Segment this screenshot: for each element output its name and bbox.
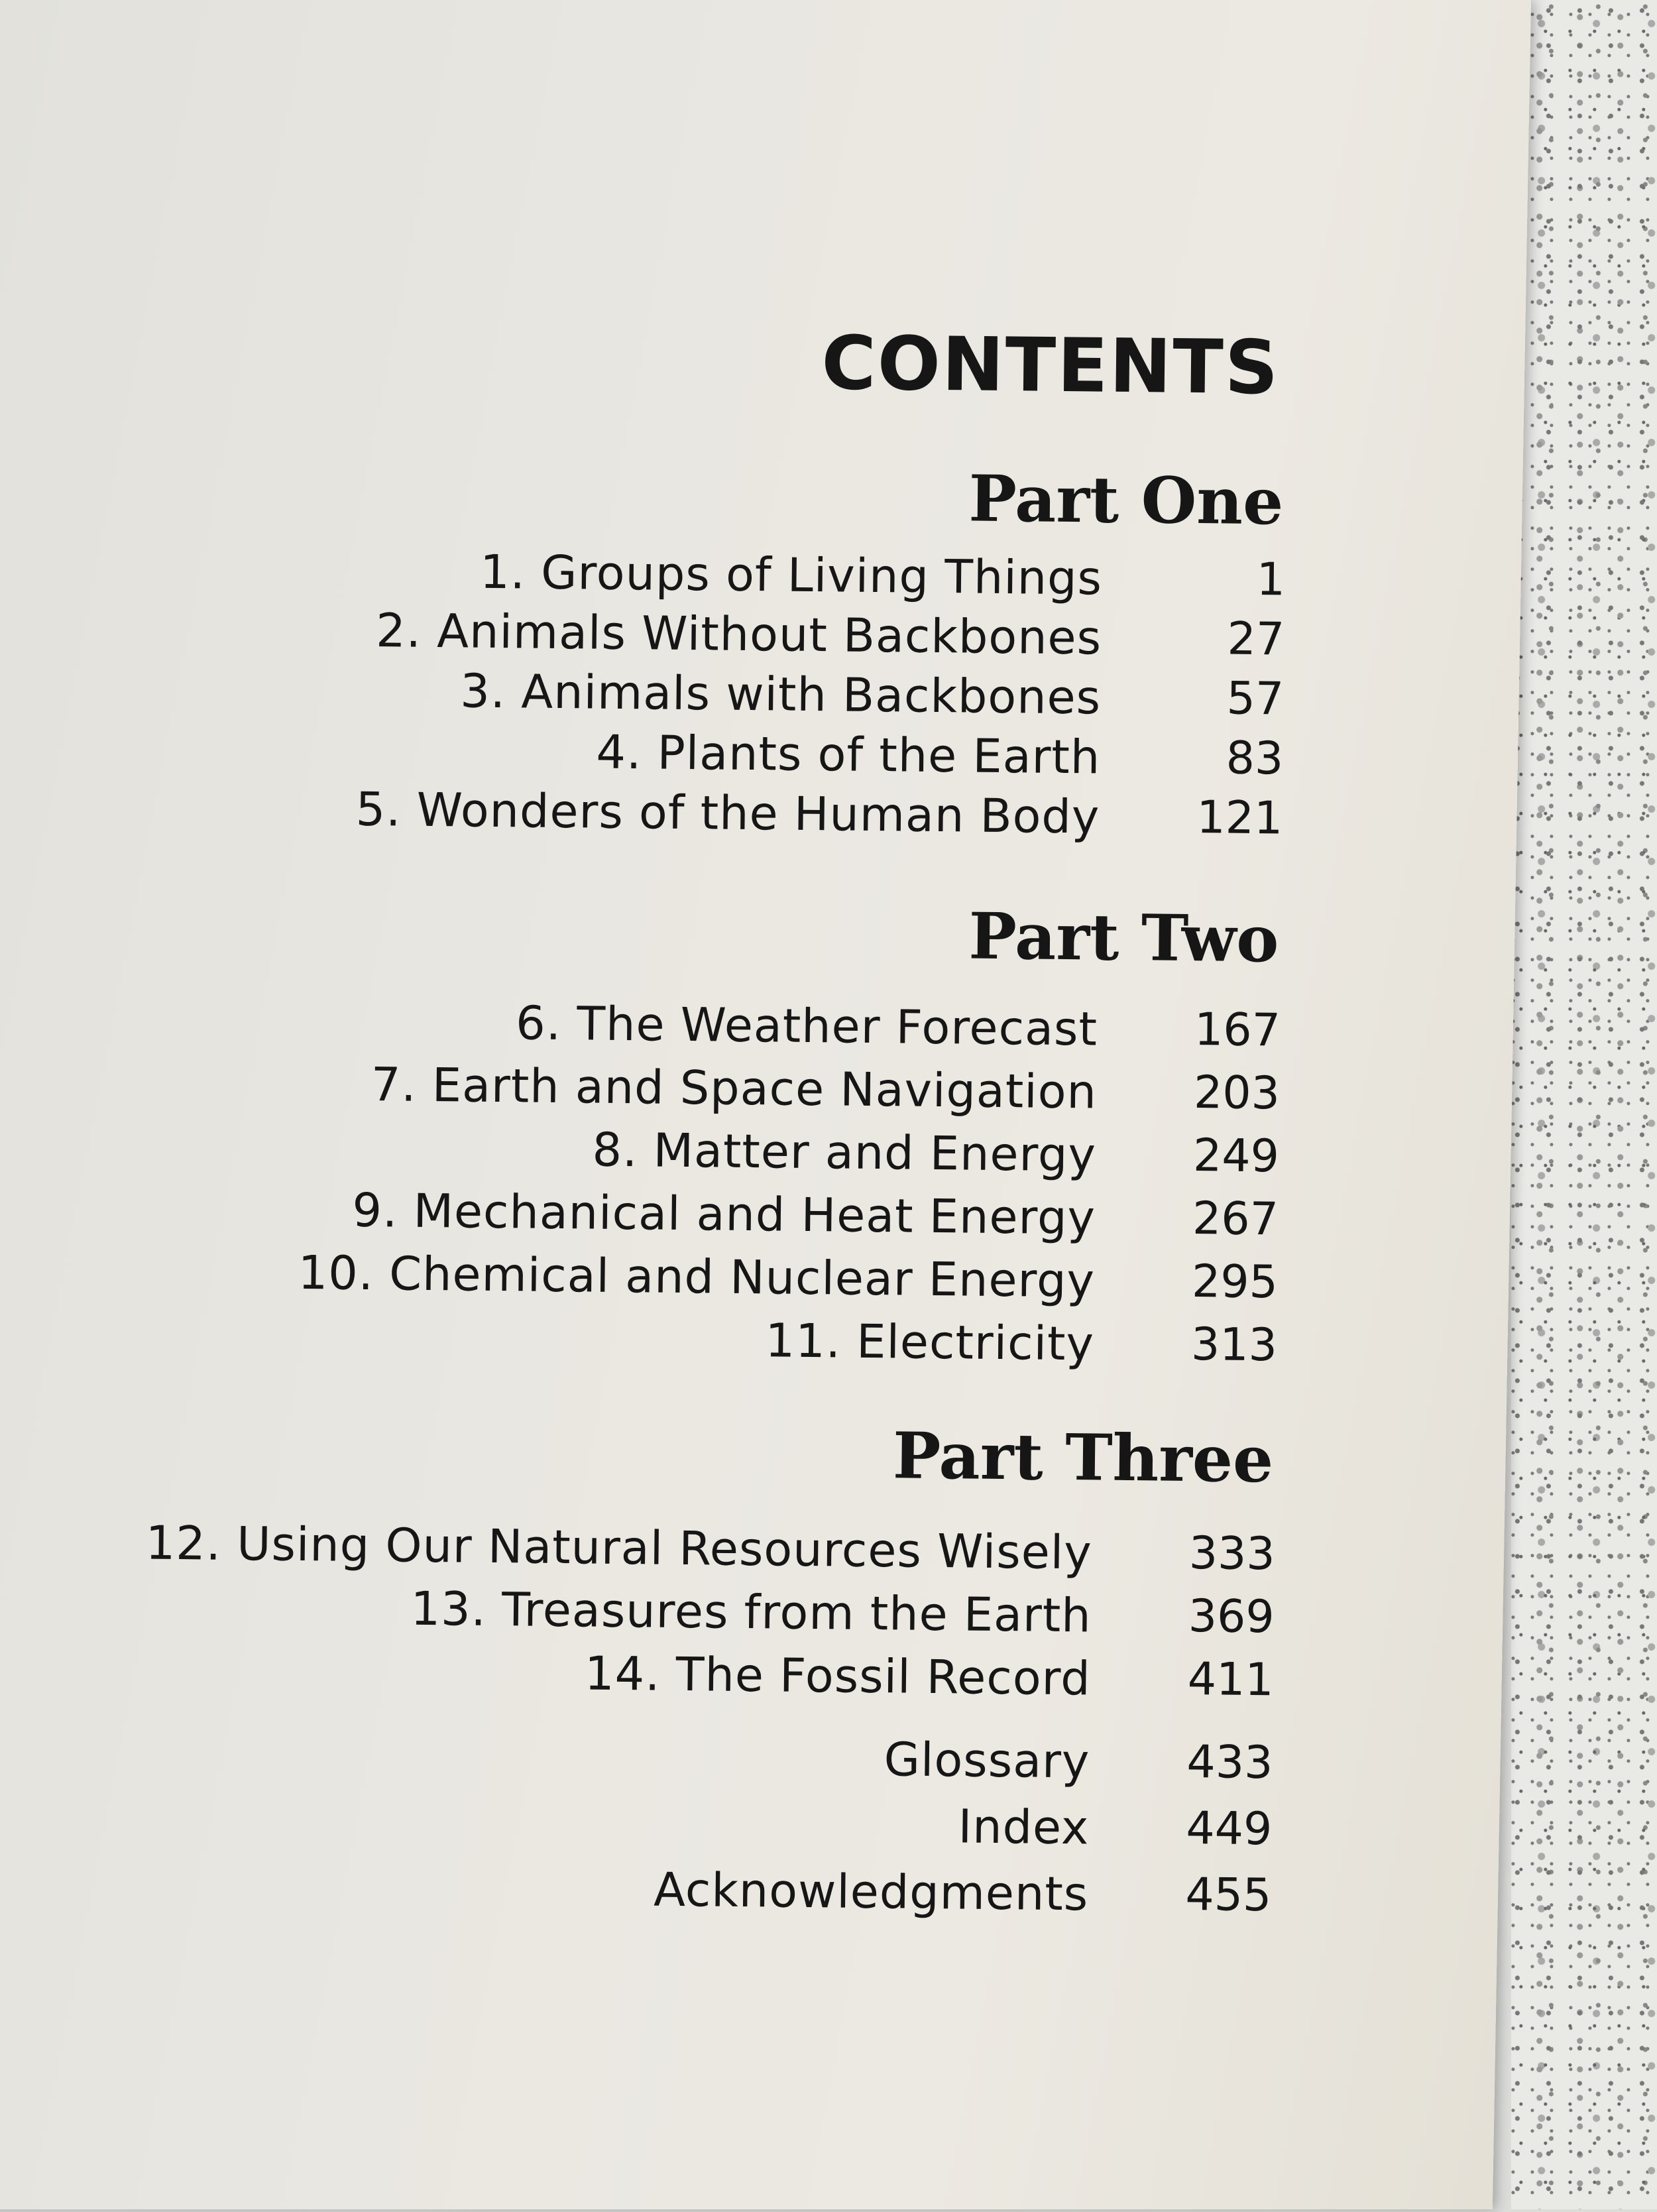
- contents-heading: CONTENTS: [821, 320, 1281, 412]
- toc-entry-acknowledgments: [653, 1862, 1272, 1924]
- toc-entry: [515, 996, 1281, 1059]
- entry-title: Acknowledgments: [653, 1862, 1089, 1922]
- entry-page-number: 433: [1186, 1735, 1273, 1790]
- entry-title: 2. Animals Without Backbones: [375, 603, 1102, 666]
- entry-title: 1. Groups of Living Things: [479, 544, 1103, 606]
- toc-entry: [479, 544, 1286, 609]
- toc-entry-index: [958, 1798, 1273, 1857]
- entry-page-number: 369: [1188, 1590, 1275, 1644]
- entry-title: 6. The Weather Forecast: [515, 996, 1098, 1057]
- entry-page-number: 313: [1190, 1318, 1278, 1372]
- entry-page-number: 449: [1186, 1802, 1273, 1856]
- part-one-heading: Part One: [968, 461, 1284, 540]
- toc-entry: [352, 1183, 1279, 1248]
- entry-title: 11. Electricity: [765, 1313, 1095, 1371]
- entry-page-number: 333: [1188, 1527, 1276, 1581]
- entry-page-number: 203: [1193, 1067, 1281, 1120]
- entry-title: 9. Mechanical and Heat Energy: [352, 1183, 1096, 1246]
- toc-entry: [596, 725, 1284, 787]
- entry-page-number: 295: [1191, 1255, 1279, 1309]
- toc-entry: [410, 1581, 1275, 1645]
- entry-title: 10. Chemical and Nuclear Energy: [298, 1245, 1096, 1309]
- entry-page-number: 455: [1185, 1868, 1272, 1922]
- entry-page-number: 27: [1227, 612, 1285, 666]
- entry-title: 12. Using Our Natural Resources Wisely: [145, 1515, 1093, 1580]
- entry-page-number: 167: [1194, 1004, 1281, 1057]
- entry-page-number: 249: [1192, 1130, 1280, 1183]
- part-three-heading: Part Three: [892, 1418, 1274, 1497]
- entry-page-number: 267: [1192, 1193, 1279, 1246]
- part-two-heading: Part Two: [968, 898, 1279, 977]
- entry-page-number: 121: [1196, 791, 1283, 845]
- entry-page-number: 1: [1256, 553, 1286, 607]
- entry-title: 5. Wonders of the Human Body: [355, 782, 1100, 844]
- toc-entry: [298, 1245, 1279, 1310]
- entry-title: 8. Matter and Energy: [592, 1122, 1097, 1183]
- entry-title: Index: [958, 1799, 1090, 1855]
- entry-title: 4. Plants of the Earth: [596, 725, 1101, 785]
- entry-title: 13. Treasures from the Earth: [410, 1581, 1092, 1643]
- entry-title: 7. Earth and Space Navigation: [371, 1057, 1098, 1120]
- entry-title: 14. The Fossil Record: [584, 1646, 1092, 1706]
- toc-entry: [584, 1646, 1275, 1708]
- entry-page-number: 83: [1226, 732, 1284, 786]
- entry-title: Glossary: [884, 1732, 1090, 1789]
- countertop-background: [1511, 0, 1657, 2209]
- toc-entry: [459, 664, 1285, 728]
- entry-page-number: 57: [1226, 672, 1285, 726]
- entry-title: 3. Animals with Backbones: [459, 664, 1102, 725]
- entry-page-number: 411: [1187, 1653, 1275, 1707]
- toc-entry: [371, 1057, 1281, 1122]
